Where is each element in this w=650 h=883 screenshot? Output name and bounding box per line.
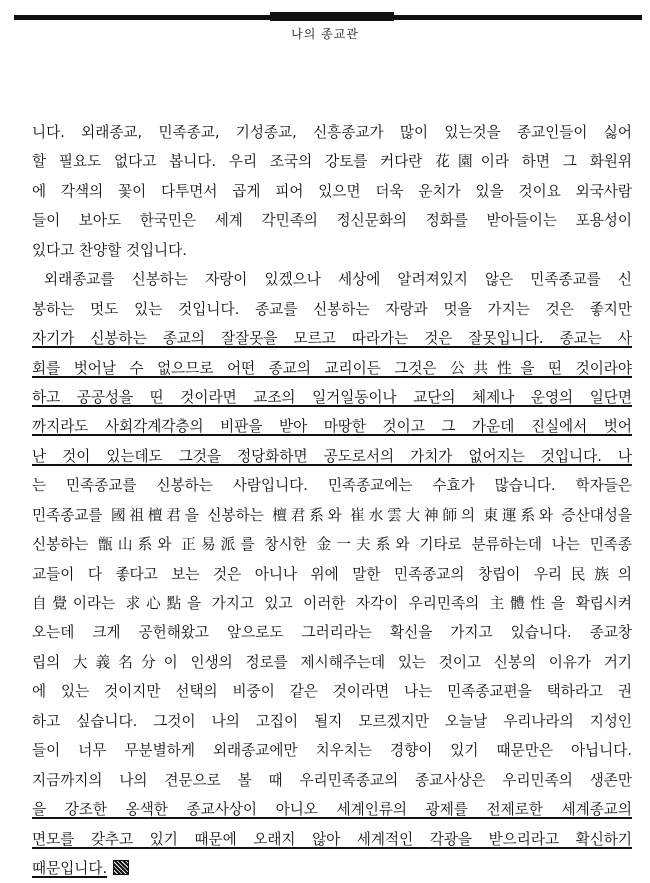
page-header-title: 나의 종교관 [291,27,359,41]
text-line: 하고 싶습니다. 그것이 나의 고집이 될지 모르겠지만 오늘날 우리나라의 지성인 [32,712,632,730]
page-body [32,118,632,883]
text-line: 오는데 크게 공헌해왔고 앞으로도 그러리라는 확신을 가지고 있습니다. 종교창 [32,624,632,642]
text-line: 신봉하는 甑山系와 正易派를 창시한 金一夫系와 기타로 분류하는데 나는 민족종 [32,536,632,554]
text-line-underlined: 하고 공공성을 띤 것이라면 교조의 일거일동이나 교단의 체제나 운영의 일단면 [32,388,632,406]
text-line-underlined: 까지라도 사회각계각층의 비판을 받아 마땅한 것이고 그 가운데 진실에서 벗어 [32,418,632,436]
text-line-final [32,854,632,883]
text-line: 들이 보아도 한국민은 세계 각민족의 정신문화의 정화를 받아들이는 포용성이 [32,212,632,230]
text-line: 할 필요도 없다고 봅니다. 우리 조국의 강토를 커다란 花園이라 하면 그 화원위 [32,153,632,171]
text-line: 민족종교를 國祖檀君을 신봉하는 檀君系와 崔水雲大神師의 東運系와 증산대성을 [32,506,632,524]
text-line-underlined: 회를 벗어날 수 없으므로 어떤 종교의 교리이든 그것은 公共性을 띤 것이라야 [32,359,632,377]
text-line: 니다. 외래종교, 민족종교, 기성종교, 신흥종교가 많이 있는것을 종교인들이 싫어 [32,124,632,141]
text-line-underlined: 자기가 신봉하는 종교의 잘잘못을 모르고 따라가는 것은 잘못입니다. 종교는 사 [32,330,632,348]
text-line: 봉하는 멋도 있는 것입니다. 종교를 신봉하는 자랑과 멋을 가지는 것은 좋지만 [32,300,632,318]
text-line-underlined: 면모를 갖추고 있기 때문에 오래지 않아 세계적인 각광을 받으리라고 확신하기 [32,830,632,848]
text-line: 립의 大義名分이 인생의 정로를 제시해주는데 있는 것이고 신봉의 이유가 거기 [32,653,632,671]
final-sentence: 때문입니다. [32,859,108,877]
text-line-underlined: 을 강조한 옹색한 종교사상이 아니오 세계인류의 광제를 전제로한 세계종교의 [32,801,632,819]
text-line: 교들이 다 좋다고 보는 것은 아니나 위에 말한 민족종교의 창립이 우리民族의 [32,565,632,583]
header-rule-accent [270,12,394,21]
text-line: 외래종교를 신봉하는 자랑이 있겠으나 세상에 알려져있지 않은 민족종교를 신 [44,271,632,289]
text-line: 있다고 찬양할 것입니다. [32,241,187,259]
header-rule [14,15,642,20]
text-line: 지금까지의 나의 견문으로 볼 때 우리민족종교의 종교사상은 우리민족의 생존만 [32,771,632,789]
text-line: 에 있는 것이지만 선택의 비중이 같은 것이라면 나는 민족종교편을 택하라고 권 [32,683,632,701]
text-line: 自覺이라는 求心點을 가지고 있고 이러한 자각이 우리민족의 主體性을 확립시켜 [32,595,632,612]
text-line-underlined: 난 것이 있는데도 그것을 정당화하면 공도로서의 가치가 없어지는 것입니다. 나 [32,447,632,465]
text-line: 는 민족종교를 신봉하는 사람입니다. 민족종교에는 수효가 많습니다. 학자들은 [32,477,632,495]
text-line: 들이 너무 무분별하게 외래종교에만 치우치는 경향이 있기 때문만은 아닙니다. [32,742,632,760]
end-mark-icon [113,860,129,875]
text-line: 에 각색의 꽃이 다투면서 곱게 피어 있으면 더욱 운치가 있을 것이요 외국사람 [32,182,632,200]
